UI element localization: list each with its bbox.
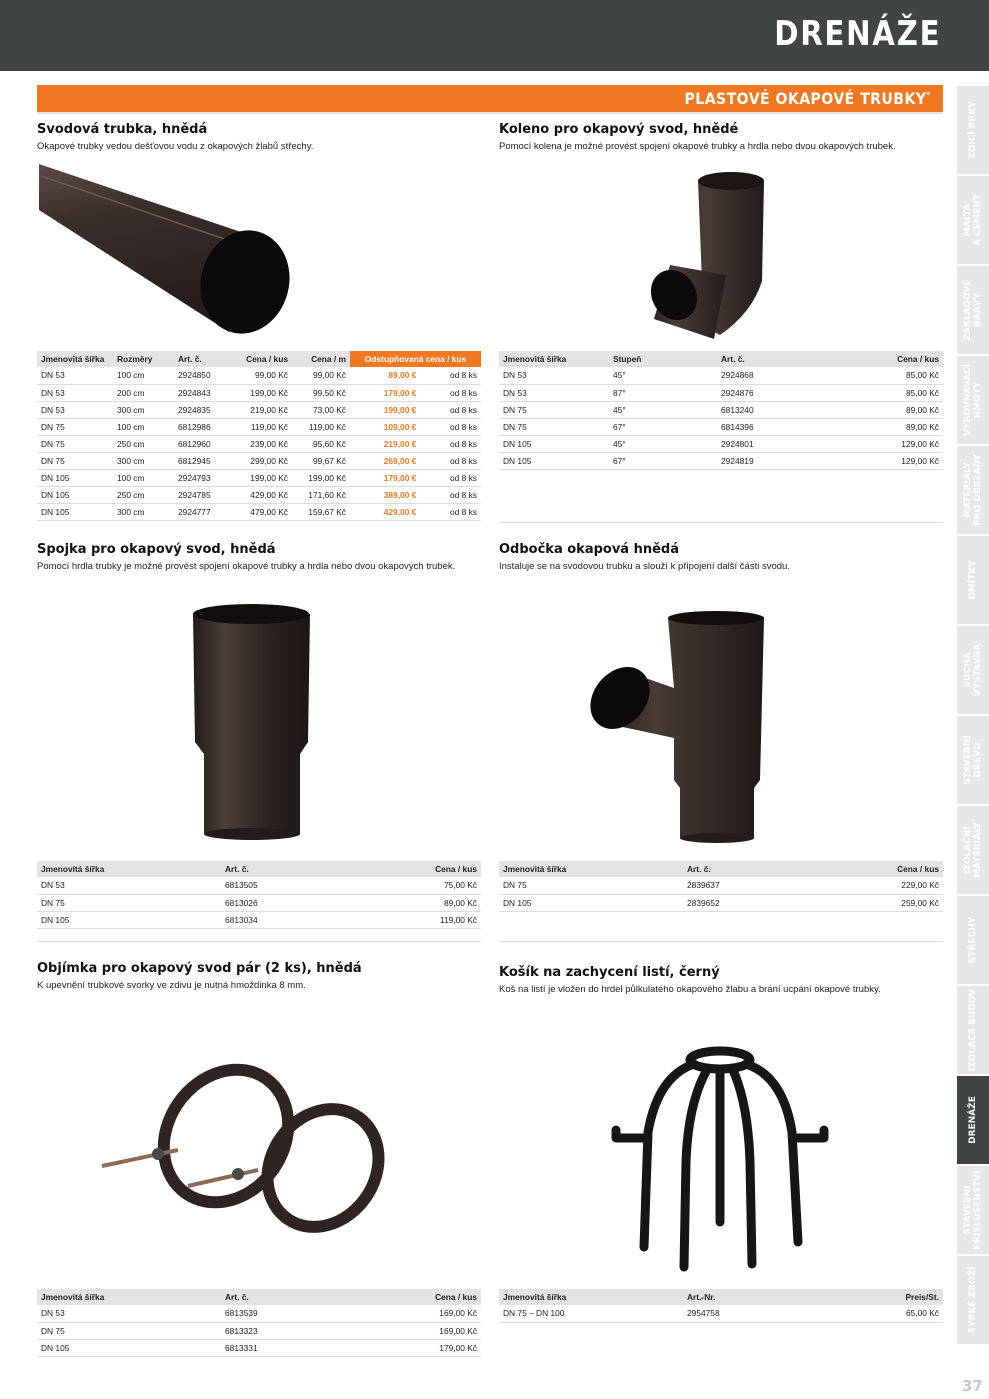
side-tab[interactable] — [957, 86, 989, 176]
column-header: Jmenovitá šířka — [499, 1289, 683, 1305]
table-cell: 65,00 Kč — [833, 1305, 943, 1322]
table-header-row — [499, 351, 943, 367]
spec-table-kosik — [499, 1289, 943, 1323]
category-title: PLASTOVÉ OKAPOVÉ TRUBKY* — [684, 89, 931, 108]
column-header: Cena / kus — [234, 351, 292, 367]
column-header: Art. č. — [221, 1289, 371, 1305]
column-header: Art. č. — [221, 861, 371, 877]
table-row — [37, 418, 481, 435]
table-row — [499, 1305, 943, 1322]
table-row — [499, 401, 943, 418]
table-cell: 129,00 Kč — [837, 435, 943, 452]
table-row — [37, 894, 481, 911]
table-cell: od 8 ks — [420, 469, 481, 486]
table-cell: 429,00 € — [350, 503, 420, 520]
table-cell: od 8 ks — [420, 367, 481, 384]
spec-table-koleno — [499, 351, 943, 470]
table-row — [37, 469, 481, 486]
table-row — [499, 452, 943, 469]
table-cell: 2924835 — [174, 401, 234, 418]
column-header: Rozměry — [113, 351, 174, 367]
table-row — [37, 452, 481, 469]
column-header: Preis/St. — [833, 1289, 943, 1305]
table-cell: DN 105 — [499, 894, 683, 911]
table-cell: DN 53 — [37, 367, 113, 384]
table-header-row — [37, 861, 481, 877]
side-tab[interactable] — [957, 626, 989, 716]
table-cell: 99,00 Kč — [292, 367, 350, 384]
table-row — [37, 384, 481, 401]
side-tab-label: SYPKÉ ZBOŽÍ — [968, 1266, 978, 1334]
table-cell: 299,00 Kč — [234, 452, 292, 469]
column-header: Stupeň — [609, 351, 717, 367]
table-cell: 109,00 € — [350, 418, 420, 435]
side-tab[interactable] — [957, 1076, 989, 1166]
table-cell: 45° — [609, 435, 717, 452]
table-cell: 300 cm — [113, 503, 174, 520]
side-tab[interactable] — [957, 716, 989, 806]
table-cell: 171,60 Kč — [292, 486, 350, 503]
table-cell: DN 105 — [37, 503, 113, 520]
column-header: Odstupňovaná cena / kus — [350, 351, 481, 367]
table-cell: od 8 ks — [420, 418, 481, 435]
table-cell: 229,00 Kč — [833, 877, 943, 894]
side-tab[interactable] — [957, 896, 989, 986]
table-row — [499, 435, 943, 452]
page-number: 37 — [962, 1377, 983, 1395]
table-cell: 2924793 — [174, 469, 234, 486]
side-tab[interactable] — [957, 1256, 989, 1346]
spec-table-spojka — [37, 861, 481, 929]
table-cell: 300 cm — [113, 452, 174, 469]
product-description: Koš na listí je vložen do hrdel půlkulatého okapového žlabu a brání ucpání okapové trubky. — [499, 984, 881, 995]
table-row — [37, 486, 481, 503]
table-row — [499, 384, 943, 401]
table-cell: 100 cm — [113, 367, 174, 384]
table-cell: 239,00 Kč — [234, 435, 292, 452]
table-cell: DN 105 — [499, 435, 609, 452]
product-title: Košík na zachycení listí, černý — [499, 965, 720, 980]
table-row — [499, 367, 943, 384]
downpipe-image — [37, 160, 297, 345]
side-tab-label: VYROVNÁVACÍ HMOTY — [963, 364, 983, 436]
table-cell: 100 cm — [113, 469, 174, 486]
side-tab[interactable] — [957, 176, 989, 266]
table-cell: 479,00 Kč — [234, 503, 292, 520]
table-cell: 119,00 Kč — [371, 911, 481, 928]
column-header: Cena / m — [292, 351, 350, 367]
side-tab-label: IZOLACE BUDOV — [968, 988, 978, 1072]
column-header: Art. č. — [717, 351, 837, 367]
table-cell: od 8 ks — [420, 384, 481, 401]
table-cell: 73,00 Kč — [292, 401, 350, 418]
side-tab[interactable] — [957, 266, 989, 356]
product-objimka — [37, 961, 362, 991]
table-row — [499, 418, 943, 435]
table-cell: DN 75 — [37, 418, 113, 435]
table-cell: DN 75 — [499, 877, 683, 894]
elbow-image — [640, 163, 775, 348]
table-cell: DN 53 — [37, 384, 113, 401]
table-cell: DN 53 — [37, 877, 221, 894]
side-tab-label: MATERIÁLY PRO OBKLADY — [963, 454, 983, 526]
table-row — [499, 877, 943, 894]
table-header-row — [37, 1289, 481, 1305]
table-cell: 95,60 Kč — [292, 435, 350, 452]
table-cell: DN 75 — [37, 894, 221, 911]
table-cell: 199,00 € — [350, 401, 420, 418]
table-cell: 85,00 Kč — [837, 384, 943, 401]
table-cell: DN 53 — [37, 1305, 221, 1322]
table-cell: DN 105 — [37, 486, 113, 503]
product-svodova-trubka — [37, 122, 313, 152]
column-header: Cena / kus — [833, 861, 943, 877]
column-header: Cena / kus — [371, 1289, 481, 1305]
column-header: Art. č. — [683, 861, 833, 877]
column-header: Jmenovitá šířka — [37, 1289, 221, 1305]
column-header: Cena / kus — [371, 861, 481, 877]
product-description: Pomocí kolena je možné provést spojení okapové trubky a hrdla nebo dvou okapových trubek. — [499, 141, 896, 152]
table-cell: 67° — [609, 418, 717, 435]
table-cell: 129,00 Kč — [837, 452, 943, 469]
table-cell: 99,00 Kč — [234, 367, 292, 384]
column-header: Jmenovitá šířka — [37, 861, 221, 877]
table-cell: DN 105 — [37, 469, 113, 486]
table-cell: 2924876 — [717, 384, 837, 401]
table-cell: 6813323 — [221, 1322, 371, 1339]
table-cell: 179,00 € — [350, 384, 420, 401]
table-row — [37, 503, 481, 520]
table-cell: 199,00 Kč — [292, 469, 350, 486]
table-cell: 2924850 — [174, 367, 234, 384]
table-cell: 89,00 Kč — [837, 418, 943, 435]
table-cell: 259,00 Kč — [833, 894, 943, 911]
table-row — [37, 367, 481, 384]
product-spojka — [37, 542, 455, 572]
table-cell: 6814396 — [717, 418, 837, 435]
table-cell: 119,00 Kč — [292, 418, 350, 435]
column-header: Art.-Nr. — [683, 1289, 833, 1305]
table-cell: 100 cm — [113, 418, 174, 435]
product-title: Objímka pro okapový svod pár (2 ks), hnědá — [37, 961, 362, 976]
table-cell: 389,00 € — [350, 486, 420, 503]
product-title: Odbočka okapová hnědá — [499, 542, 680, 557]
page-header — [0, 0, 989, 71]
product-description: Pomocí hrdla trubky je možné provést spojení okapové trubky a hrdla nebo dvou okapových trubek. — [37, 561, 456, 572]
table-cell: DN 105 — [37, 911, 221, 928]
table-cell: 6813505 — [221, 877, 371, 894]
table-cell: 219,00 Kč — [234, 401, 292, 418]
column-header: Jmenovitá šířka — [499, 861, 683, 877]
side-tab[interactable] — [957, 986, 989, 1076]
table-cell: 169,00 Kč — [371, 1322, 481, 1339]
table-cell: od 8 ks — [420, 503, 481, 520]
column-header: Art. č. — [174, 351, 234, 367]
table-cell: 429,00 Kč — [234, 486, 292, 503]
product-kosik — [499, 965, 881, 995]
table-cell: 159,67 Kč — [292, 503, 350, 520]
product-description: Okapové trubky vedou dešťovou vodu z okapových žlabů střechy. — [37, 141, 314, 152]
table-cell: 2954758 — [683, 1305, 833, 1322]
table-cell: 2924868 — [717, 367, 837, 384]
table-cell: DN 105 — [37, 1339, 221, 1356]
coupler-image — [190, 602, 315, 842]
spec-table-objimka — [37, 1289, 481, 1357]
side-tab[interactable] — [957, 1166, 989, 1256]
table-cell: 2839652 — [683, 894, 833, 911]
side-tab[interactable] — [957, 356, 989, 446]
table-cell: 250 cm — [113, 486, 174, 503]
section-divider — [499, 941, 943, 942]
section-divider — [37, 941, 481, 942]
table-cell: DN 75 — [499, 418, 609, 435]
table-cell: 89,00 Kč — [837, 401, 943, 418]
page-title: DRENÁŽE — [773, 14, 941, 54]
table-cell: 45° — [609, 367, 717, 384]
table-row — [37, 435, 481, 452]
table-header-row — [499, 861, 943, 877]
product-title: Spojka pro okapový svod, hnědá — [37, 542, 276, 557]
table-cell: 6812986 — [174, 418, 234, 435]
table-cell: 269,00 € — [350, 452, 420, 469]
table-cell: 199,00 Kč — [234, 469, 292, 486]
side-tab-index — [957, 86, 989, 1346]
side-tab[interactable] — [957, 536, 989, 626]
table-cell: 45° — [609, 401, 717, 418]
spec-table-odbocka — [499, 861, 943, 912]
table-cell: 2839637 — [683, 877, 833, 894]
table-cell: 219,00 € — [350, 435, 420, 452]
table-cell: 99,67 Kč — [292, 452, 350, 469]
table-cell: 250 cm — [113, 435, 174, 452]
side-tab-label: IZOLAČNÍ MATERIÁLY — [963, 822, 983, 878]
section-divider — [499, 522, 943, 523]
table-cell: 179,00 € — [350, 469, 420, 486]
table-cell: DN 53 — [499, 384, 609, 401]
column-header: Cena / kus — [837, 351, 943, 367]
table-row — [37, 911, 481, 928]
leaf-basket-image — [608, 1042, 833, 1277]
table-cell: DN 75 – DN 100 — [499, 1305, 683, 1322]
table-cell: 2924801 — [717, 435, 837, 452]
branch-image — [588, 610, 768, 845]
side-tab-label: ZDICÍ PRKY — [968, 101, 978, 159]
table-row — [37, 1305, 481, 1322]
pipe-clamp-image — [98, 1058, 403, 1248]
product-title: Koleno pro okapový svod, hnědé — [499, 122, 739, 137]
side-tab[interactable] — [957, 446, 989, 536]
table-row — [37, 1322, 481, 1339]
table-cell: 199,00 Kč — [234, 384, 292, 401]
table-cell: 85,00 Kč — [837, 367, 943, 384]
table-cell: 6813240 — [717, 401, 837, 418]
table-cell: 6813331 — [221, 1339, 371, 1356]
table-cell: DN 75 — [37, 435, 113, 452]
table-cell: od 8 ks — [420, 401, 481, 418]
table-cell: 2924777 — [174, 503, 234, 520]
column-header: Jmenovitá šířka — [499, 351, 609, 367]
side-tab-label: OMÍTKY — [968, 560, 978, 600]
category-banner — [37, 85, 943, 114]
table-cell: 200 cm — [113, 384, 174, 401]
table-cell: 169,00 Kč — [371, 1305, 481, 1322]
side-tab-label: STAVEBNÍ DŘEVO — [963, 735, 983, 785]
table-cell: od 8 ks — [420, 486, 481, 503]
table-cell: 99,50 Kč — [292, 384, 350, 401]
table-cell: DN 53 — [37, 401, 113, 418]
table-cell: 67° — [609, 452, 717, 469]
table-cell: 2924819 — [717, 452, 837, 469]
table-cell: 6812960 — [174, 435, 234, 452]
table-cell: 179,00 Kč — [371, 1339, 481, 1356]
product-description: Instaluje se na svodovou trubku a slouží k připojení další části svodu. — [499, 561, 790, 572]
side-tab-label: DRENÁŽE — [968, 1096, 978, 1144]
table-row — [37, 877, 481, 894]
table-cell: 6813026 — [221, 894, 371, 911]
table-cell: 2924785 — [174, 486, 234, 503]
table-cell: 75,00 Kč — [371, 877, 481, 894]
table-cell: 89,00 € — [350, 367, 420, 384]
table-cell: 6813539 — [221, 1305, 371, 1322]
side-tab-label: ZÁKLADOVÉ BARVY — [963, 279, 983, 341]
table-cell: 6813034 — [221, 911, 371, 928]
table-row — [37, 1339, 481, 1356]
column-header: Jmenovitá šířka — [37, 351, 113, 367]
table-header-row — [499, 1289, 943, 1305]
product-title: Svodová trubka, hnědá — [37, 122, 208, 137]
table-row — [37, 401, 481, 418]
table-cell: DN 105 — [499, 452, 609, 469]
table-cell: DN 53 — [499, 367, 609, 384]
table-cell: 300 cm — [113, 401, 174, 418]
side-tab-label: SUCHÁ VÝSTAVBA — [963, 643, 983, 697]
table-cell: 2924843 — [174, 384, 234, 401]
table-cell: 6812945 — [174, 452, 234, 469]
product-odbocka — [499, 542, 790, 572]
table-cell: DN 75 — [37, 452, 113, 469]
side-tab-label: STŘECHY — [968, 916, 978, 964]
table-cell: DN 75 — [37, 1322, 221, 1339]
spec-table-svodova — [37, 351, 481, 521]
table-cell: od 8 ks — [420, 435, 481, 452]
table-cell: DN 75 — [499, 401, 609, 418]
side-tab[interactable] — [957, 806, 989, 896]
table-header-row — [37, 351, 481, 367]
side-tab-label: STAVEBNÍ PŘÍSLUŠENSTVÍ — [963, 1170, 983, 1250]
table-cell: od 8 ks — [420, 452, 481, 469]
table-cell: 119,00 Kč — [234, 418, 292, 435]
product-description: K upevnění trubkové svorky ve zdivu je nutná hmoždinka 8 mm. — [37, 980, 306, 991]
table-cell: 87° — [609, 384, 717, 401]
product-koleno — [499, 122, 896, 152]
table-row — [499, 894, 943, 911]
table-cell: 89,00 Kč — [371, 894, 481, 911]
side-tab-label: MALTA A CEMENT — [963, 194, 983, 246]
